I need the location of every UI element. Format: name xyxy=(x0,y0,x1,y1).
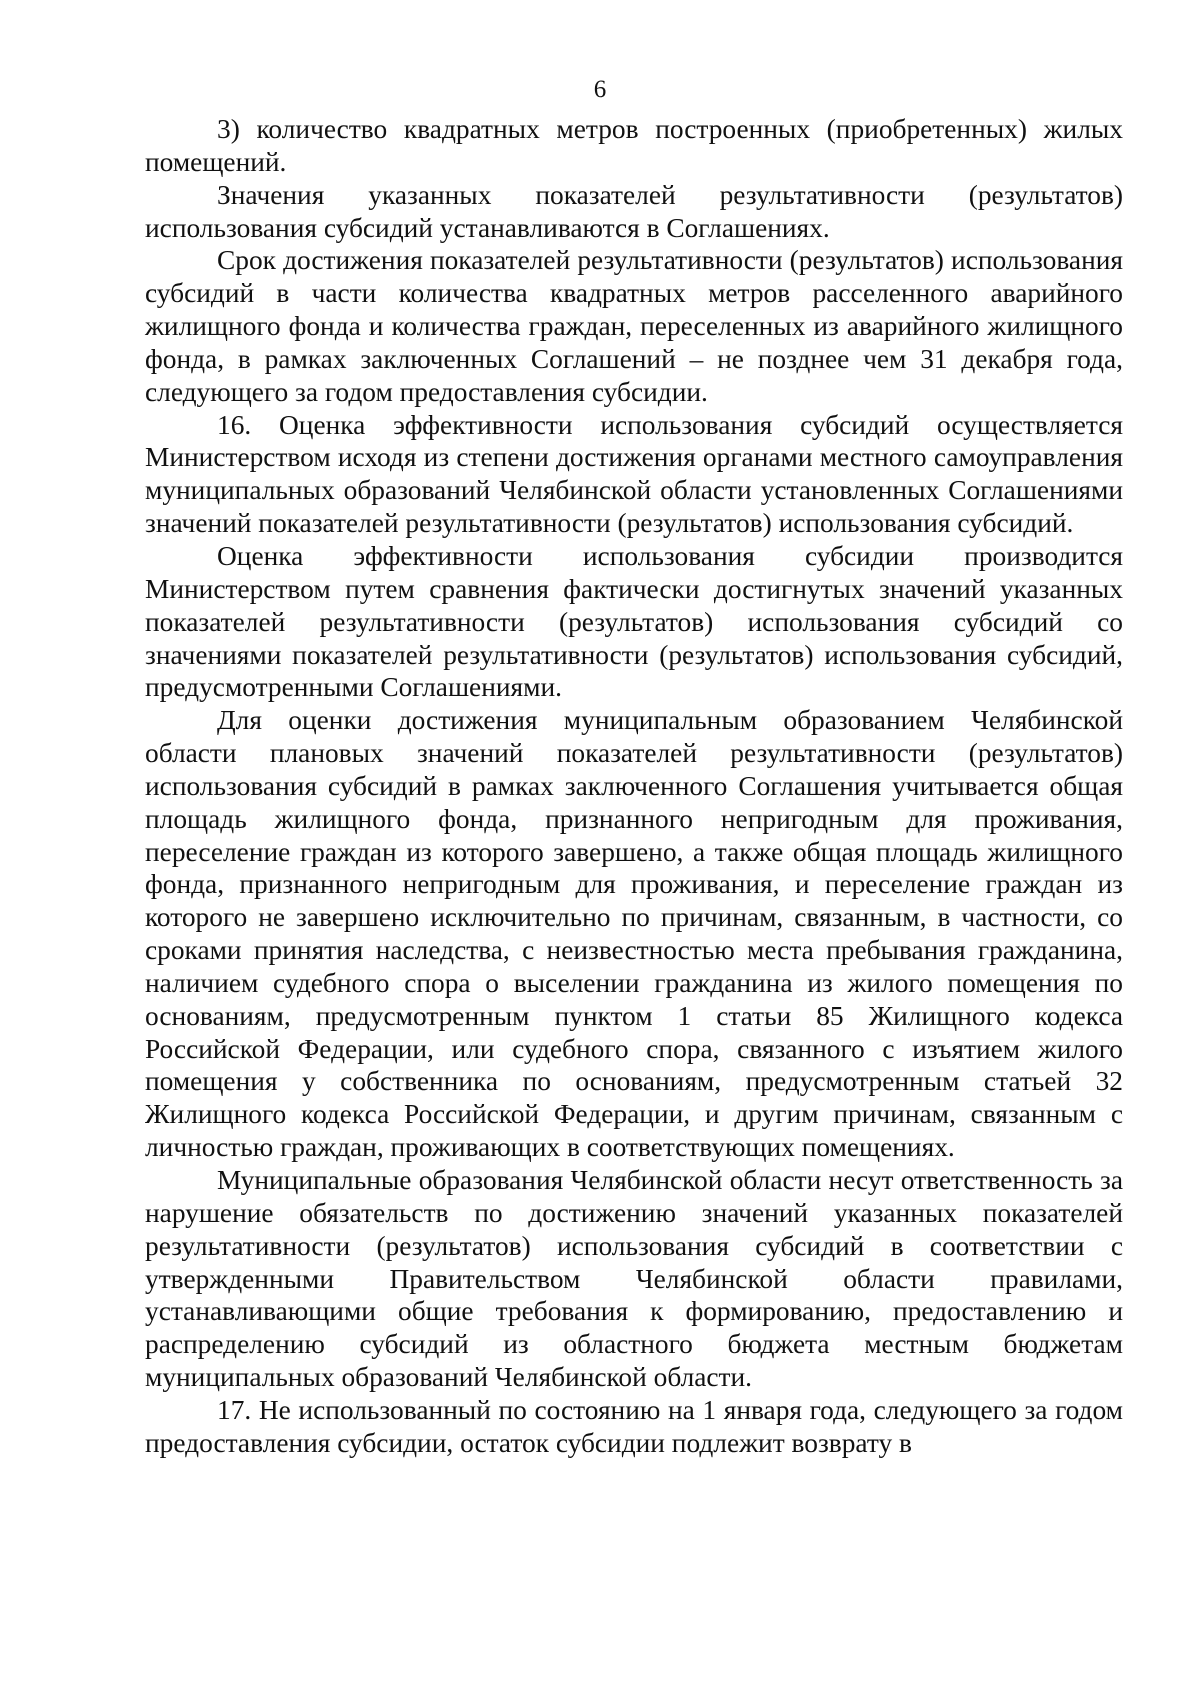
paragraph-indicator-values: Значения указанных показателей результативности (результатов) использования субсидий устанавливаются в Соглашениях. xyxy=(145,179,1123,243)
document-body xyxy=(145,113,1123,1460)
page-number: 6 xyxy=(593,76,607,103)
paragraph-indicator-3: 3) количество квадратных метров построенных (приобретенных) жилых помещений. xyxy=(145,114,1123,177)
paragraph-clause-16: 16. Оценка эффективности использования субсидий осуществляется Министерством исходя из степени достижения органами местного самоуправления муниципальных образований Челябинской области установленных Соглашениями значений показателей результативности (результатов) использования субсидий. xyxy=(145,409,1123,539)
paragraph-clause-17: 17. Не использованный по состоянию на 1 января года, следующего за годом предоставления субсидии, остаток субсидии подлежит возврату в xyxy=(145,1394,1123,1458)
paragraph-efficiency-assessment: Оценка эффективности использования субсидии производится Министерством путем сравнения фактически достигнутых значений указанных показателей результативности (результатов) использования субсидий со значениями показателей результативности (результатов) использования субсидий, предусмотренными Соглашениями. xyxy=(145,540,1123,703)
paragraph-responsibility: Муниципальные образования Челябинской области несут ответственность за нарушение обязательств по достижению значений указанных показателей результативности (результатов) использования субсидий в соответствии с утвержденными Правительством Челябинской области правилами, устанавливающими общие требования к формированию, предоставлению и распределению субсидий из областного бюджета местным бюджетам муниципальных образований Челябинской области. xyxy=(145,1165,1123,1393)
paragraph-deadline: Срок достижения показателей результативности (результатов) использования субсидий в части количества квадратных метров расселенного аварийного жилищного фонда и количества граждан, переселенных из аварийного жилищного фонда, в рамках заключенных Соглашений – не позднее чем 31 декабря года, следующего за годом предоставления субсидии. xyxy=(145,245,1123,407)
paragraph-achievement-assessment: Для оценки достижения муниципальным образованием Челябинской области плановых значений показателей результативности (результатов) использования субсидий в рамках заключенного Соглашения учитывается общая площадь жилищного фонда, признанного непригодным для проживания, переселение граждан из которого завершено, а также общая площадь жилищного фонда, признанного непригодным для проживания, и переселение граждан из которого не завершено исключительно по причинам, связанным, в частности, со сроками принятия наследства, с неизвестностью места пребывания гражданина, наличием судебного спора о выселении гражданина из жилого помещения по основаниям, предусмотренным пунктом 1 статьи 85 Жилищного кодекса Российской Федерации, или судебного спора, связанного с изъятием жилого помещения у собственника по основаниям, предусмотренным статьей 32 Жилищного кодекса Российской Федерации, и другим причинам, связанным с личностью граждан, проживающих в соответствующих помещениях. xyxy=(145,705,1123,1163)
